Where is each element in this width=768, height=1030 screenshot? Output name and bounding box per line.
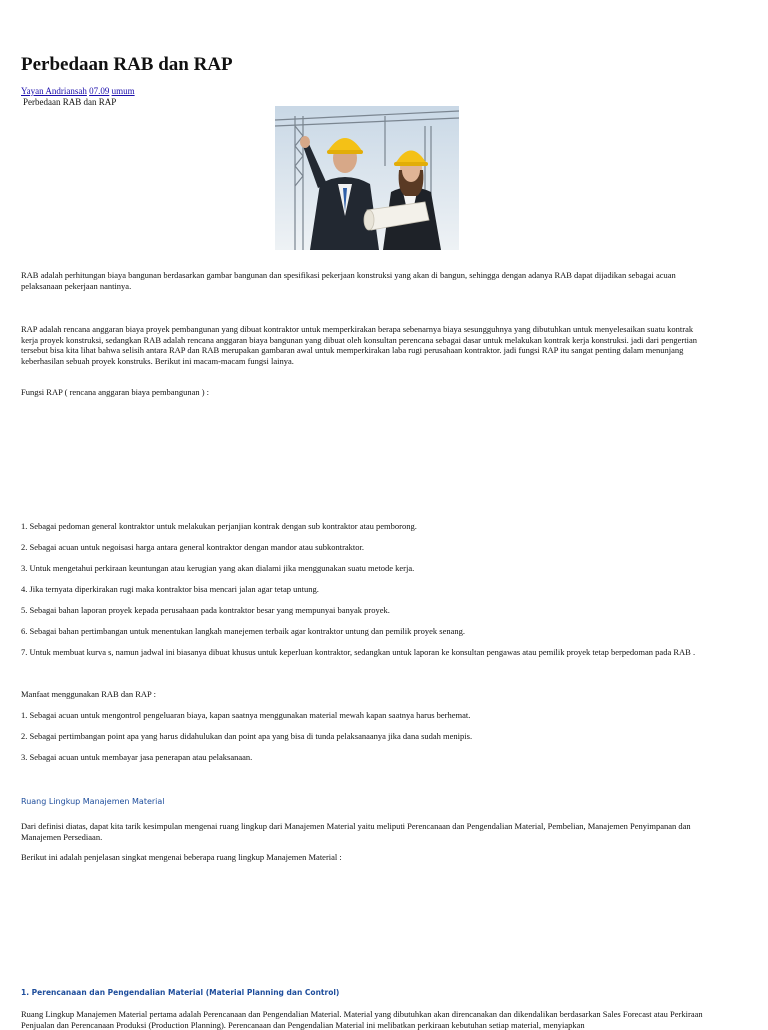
list-item: 3. Untuk mengetahui perkiraan keuntungan atau kerugian yang akan dialami jika menggunakan suatu metode kerja.	[21, 563, 415, 573]
article-subtitle: Perbedaan RAB dan RAP	[23, 97, 117, 107]
sub-heading: 1. Perencanaan dan Pengendalian Material (Material Planning dan Control)	[21, 988, 340, 997]
section-heading: Ruang Lingkup Manajemen Material	[21, 797, 165, 806]
engineers-illustration	[275, 106, 459, 250]
fungsi-heading: Fungsi RAP ( rencana anggaran biaya pembangunan ) :	[21, 387, 210, 397]
section-lead: Berikut ini adalah penjelasan singkat mengenai beberapa ruang lingkup Manajemen Material :	[21, 852, 342, 862]
list-item: 3. Sebagai acuan untuk membayar jasa penerapan atau pelaksanaan.	[21, 752, 253, 762]
list-item: 4. Jika ternyata diperkirakan rugi maka kontraktor bisa mencari jalan agar tetap untung.	[21, 584, 319, 594]
rab-definition: RAB adalah perhitungan biaya bangunan berdasarkan gambar bangunan dan spesifikasi pekerjaan konstruksi yang akan di bangun, sehingga dengan adanya RAB dapat dijadikan sebagai acuan pelaksanaan pekerjaan nantinya.	[21, 270, 676, 291]
section-intro: Dari definisi diatas, dapat kita tarik kesimpulan mengenai ruang lingkup dari Manajemen Material yaitu meliputi Perencanaan dan Pengendalian Material, Pembelian, Manajemen Penyimpanan dan Manajemen Persediaan.	[21, 821, 691, 842]
list-item: 1. Sebagai acuan untuk mengontrol pengeluaran biaya, kapan saatnya menggunakan material mewah kapan saatnya harus berhemat.	[21, 710, 471, 720]
list-item: 7. Untuk membuat kurva s, namun jadwal ini biasanya dibuat khusus untuk keperluan kontraktor, sedangkan untuk laporan ke konsultan pengawas atau pemilik proyek tetap berpedoman pada RAB .	[21, 647, 696, 657]
list-item: 2. Sebagai pertimbangan point apa yang harus didahulukan dan point apa yang bisa di tunda pelaksanaanya jika dana sudah menipis.	[21, 731, 473, 741]
list-item: 6. Sebagai bahan pertimbangan untuk menentukan langkah manejemen terbaik agar kontraktor untung dan pemilik proyek senang.	[21, 626, 465, 636]
engineers-photo	[275, 106, 459, 250]
category-link[interactable]: umum	[111, 86, 135, 96]
article-title: Perbedaan RAB dan RAP	[21, 54, 233, 75]
list-item: 5. Sebagai bahan laporan proyek kepada perusahaan pada kontraktor besar yang mempunyai banyak proyek.	[21, 605, 390, 615]
list-item: 1. Sebagai pedoman general kontraktor untuk melakukan perjanjian kontrak dengan sub kontraktor atau pemborong.	[21, 521, 417, 531]
author-link[interactable]: Yayan Andriansah	[21, 86, 87, 96]
sub-text: Ruang Lingkup Manajemen Material pertama adalah Perencanaan dan Pengendalian Material. Material yang dibutuhkan akan direncanakan dan dikendalikan berdasarkan Sales Forecast atau Perkiraan Penjualan dan Perencanaan Produksi (Production Planning). Perencanaan dan Pengendalian Material ini melibatkan perkiraan kebutuhan setiap material, menyiapkan	[21, 1009, 703, 1030]
time-link[interactable]: 07.09	[89, 86, 110, 96]
post-meta	[21, 86, 135, 96]
manfaat-heading: Manfaat menggunakan RAB dan RAP :	[21, 689, 156, 699]
rap-definition: RAP adalah rencana anggaran biaya proyek pembangunan yang dibuat kontraktor untuk memperkirakan berapa sebenarnya biaya sesungguhnya yang dibutuhkan untuk menyelesaikan suatu kontrak kerja proyek konstruksi, sedangkan RAB adalah rencana anggaran biaya bangunan yang dibuat oleh konsultan perencana sebagai dasar untuk melakukan kontrak kerja konstruksi. jadi dari pengertian tersebut bisa kita lihat bahwa selisih antara RAP dan RAB merupakan gambaran awal untuk memperkirakan laba rugi perusahaan kontraktor. jadi fungsi RAP itu sangat penting dalam menunjang keberhasilan sebuah proyek konstruks. Berikut ini macam-macam fungsi lainya.	[21, 324, 697, 366]
list-item: 2. Sebagai acuan untuk negoisasi harga antara general kontraktor dengan mandor atau subkontraktor.	[21, 542, 365, 552]
